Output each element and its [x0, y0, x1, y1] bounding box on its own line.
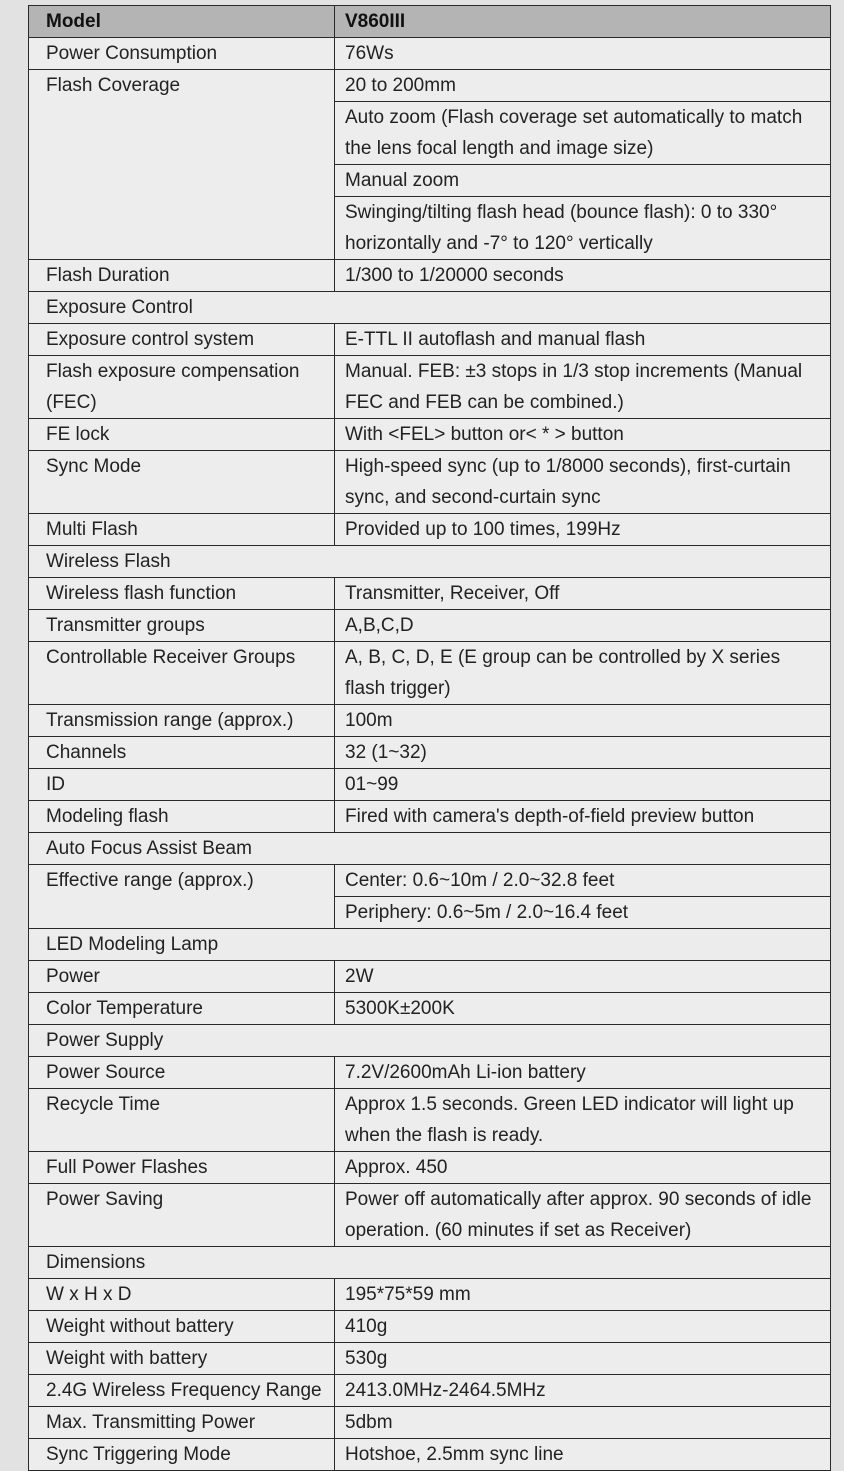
row-label: Sync Mode	[29, 451, 335, 514]
row-label: Modeling flash	[29, 801, 335, 833]
model-label: Model	[29, 6, 335, 38]
section-row	[29, 929, 831, 961]
section-row	[29, 833, 831, 865]
section-row	[29, 1025, 831, 1057]
row-value: 195*75*59 mm	[335, 1279, 831, 1311]
row-label: Channels	[29, 737, 335, 769]
table-row	[29, 1279, 831, 1311]
table-row	[29, 961, 831, 993]
row-label: Max. Transmitting Power	[29, 1407, 335, 1439]
row-value: Swinging/tilting flash head (bounce flash): 0 to 330° horizontally and -7° to 120° vertically	[335, 197, 831, 260]
table-row	[29, 356, 831, 419]
row-value: 76Ws	[335, 38, 831, 70]
table-row	[29, 801, 831, 833]
table-row	[29, 451, 831, 514]
row-label: Recycle Time	[29, 1089, 335, 1152]
row-value: A, B, C, D, E (E group can be controlled by X series flash trigger)	[335, 642, 831, 705]
row-value: 20 to 200mm	[335, 70, 831, 102]
row-label: W x H x D	[29, 1279, 335, 1311]
row-label: Weight with battery	[29, 1343, 335, 1375]
row-label: Flash exposure compensation (FEC)	[29, 356, 335, 419]
model-value: V860III	[335, 6, 831, 38]
table-row	[29, 324, 831, 356]
table-row	[29, 1152, 831, 1184]
table-row	[29, 1089, 831, 1152]
table-row	[29, 1057, 831, 1089]
row-label: Power Consumption	[29, 38, 335, 70]
row-value: With <FEL> button or< * > button	[335, 419, 831, 451]
row-label: Power Saving	[29, 1184, 335, 1247]
row-label: Effective range (approx.)	[29, 865, 335, 929]
row-value: 5300K±200K	[335, 993, 831, 1025]
section-row	[29, 292, 831, 324]
table-row	[29, 737, 831, 769]
table-row	[29, 705, 831, 737]
table-row	[29, 70, 831, 102]
row-value: Manual zoom	[335, 165, 831, 197]
section-row	[29, 1247, 831, 1279]
row-value: 01~99	[335, 769, 831, 801]
table-row	[29, 642, 831, 705]
row-label: Power	[29, 961, 335, 993]
row-value: A,B,C,D	[335, 610, 831, 642]
section-heading: LED Modeling Lamp	[29, 929, 831, 961]
row-label: Multi Flash	[29, 514, 335, 546]
row-label: Exposure control system	[29, 324, 335, 356]
table-row	[29, 769, 831, 801]
spec-table	[28, 5, 831, 1471]
row-value: 2W	[335, 961, 831, 993]
row-value: 530g	[335, 1343, 831, 1375]
section-heading: Power Supply	[29, 1025, 831, 1057]
section-heading: Wireless Flash	[29, 546, 831, 578]
table-row	[29, 993, 831, 1025]
section-row	[29, 546, 831, 578]
row-value: Transmitter, Receiver, Off	[335, 578, 831, 610]
row-label: Wireless flash function	[29, 578, 335, 610]
row-label: Controllable Receiver Groups	[29, 642, 335, 705]
row-value: Auto zoom (Flash coverage set automatically to match the lens focal length and image size)	[335, 102, 831, 165]
row-value: Approx. 450	[335, 1152, 831, 1184]
row-label: Full Power Flashes	[29, 1152, 335, 1184]
row-label: Color Temperature	[29, 993, 335, 1025]
row-value: 1/300 to 1/20000 seconds	[335, 260, 831, 292]
section-heading: Dimensions	[29, 1247, 831, 1279]
row-value: Provided up to 100 times, 199Hz	[335, 514, 831, 546]
row-value: E-TTL II autoflash and manual flash	[335, 324, 831, 356]
section-heading: Exposure Control	[29, 292, 831, 324]
row-label: Power Source	[29, 1057, 335, 1089]
row-value: 7.2V/2600mAh Li-ion battery	[335, 1057, 831, 1089]
table-row	[29, 865, 831, 897]
table-row	[29, 1439, 831, 1471]
row-label: Transmitter groups	[29, 610, 335, 642]
table-row	[29, 514, 831, 546]
table-row	[29, 38, 831, 70]
table-row	[29, 419, 831, 451]
row-label: ID	[29, 769, 335, 801]
table-row	[29, 610, 831, 642]
row-value: 100m	[335, 705, 831, 737]
row-value: Manual. FEB: ±3 stops in 1/3 stop increments (Manual FEC and FEB can be combined.)	[335, 356, 831, 419]
table-row	[29, 1184, 831, 1247]
row-label: Flash Coverage	[29, 70, 335, 260]
table-row	[29, 1311, 831, 1343]
row-value: 410g	[335, 1311, 831, 1343]
row-label: Weight without battery	[29, 1311, 335, 1343]
row-label: Flash Duration	[29, 260, 335, 292]
row-value: Periphery: 0.6~5m / 2.0~16.4 feet	[335, 897, 831, 929]
row-value: Approx 1.5 seconds. Green LED indicator will light up when the flash is ready.	[335, 1089, 831, 1152]
table-row	[29, 260, 831, 292]
row-value: 2413.0MHz-2464.5MHz	[335, 1375, 831, 1407]
section-heading: Auto Focus Assist Beam	[29, 833, 831, 865]
row-label: FE lock	[29, 419, 335, 451]
row-label: 2.4G Wireless Frequency Range	[29, 1375, 335, 1407]
table-header-row	[29, 6, 831, 38]
table-row	[29, 1343, 831, 1375]
row-value: 5dbm	[335, 1407, 831, 1439]
row-label: Sync Triggering Mode	[29, 1439, 335, 1471]
table-row	[29, 1375, 831, 1407]
row-value: Center: 0.6~10m / 2.0~32.8 feet	[335, 865, 831, 897]
table-row	[29, 578, 831, 610]
row-value: Hotshoe, 2.5mm sync line	[335, 1439, 831, 1471]
row-label: Transmission range (approx.)	[29, 705, 335, 737]
row-value: Fired with camera's depth-of-field preview button	[335, 801, 831, 833]
row-value: 32 (1~32)	[335, 737, 831, 769]
row-value: High-speed sync (up to 1/8000 seconds), first-curtain sync, and second-curtain sync	[335, 451, 831, 514]
row-value: Power off automatically after approx. 90 seconds of idle operation. (60 minutes if set as Receiver)	[335, 1184, 831, 1247]
table-row	[29, 1407, 831, 1439]
